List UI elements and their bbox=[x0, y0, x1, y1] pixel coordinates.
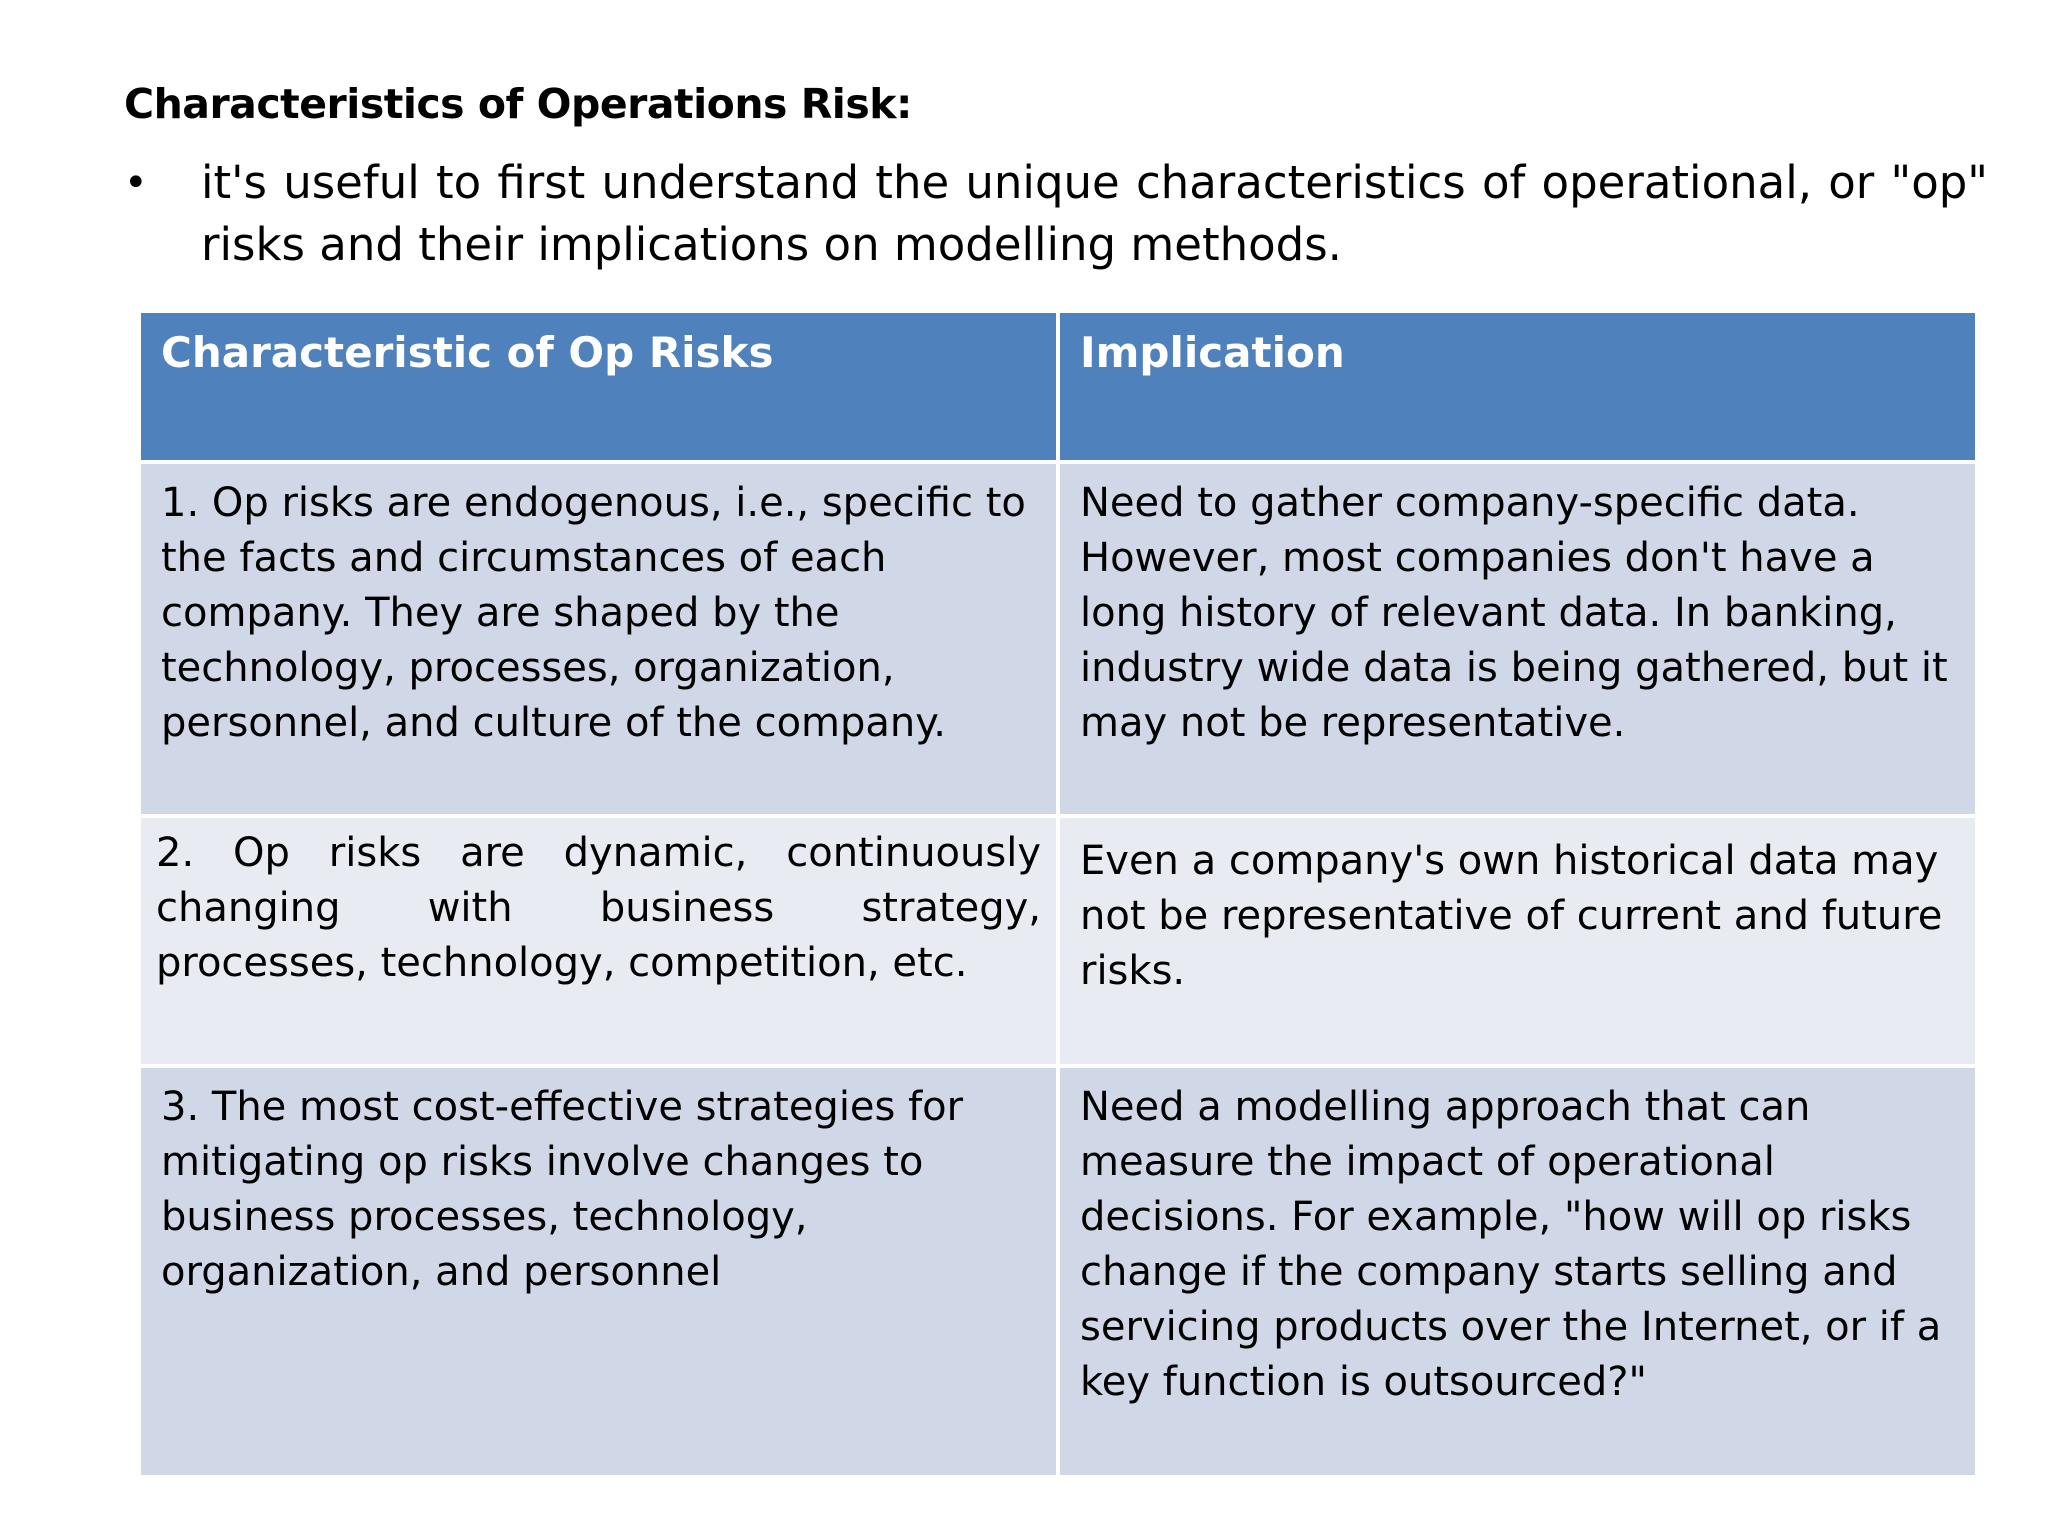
slide-heading: Characteristics of Operations Risk: bbox=[124, 80, 912, 128]
intro-bullet bbox=[124, 152, 1988, 276]
op-risk-table bbox=[137, 309, 1979, 1479]
characteristic-cell: 1. Op risks are endogenous, i.e., specific to the facts and circumstances of each company. They are shaped by the technology, processes, organization, personnel, and culture of the company. bbox=[139, 462, 1058, 816]
characteristic-cell: 2. Op risks are dynamic, continuously changing with business strategy, processes, technology, competition, etc. bbox=[139, 816, 1058, 1066]
implication-cell: Need a modelling approach that can measure the impact of operational decisions. For example, "how will op risks change if the company starts selling and servicing products over the Internet, or if a key function is outsourced?" bbox=[1058, 1066, 1977, 1477]
bullet-marker: • bbox=[124, 160, 148, 206]
header-characteristic: Characteristic of Op Risks bbox=[139, 311, 1058, 462]
characteristic-cell: 3. The most cost-effective strategies for mitigating op risks involve changes to business processes, technology, organization, and personnel bbox=[139, 1066, 1058, 1477]
implication-cell: Even a company's own historical data may not be representative of current and future risks. bbox=[1058, 816, 1977, 1066]
table-header-row bbox=[139, 311, 1977, 462]
implication-cell: Need to gather company-specific data. However, most companies don't have a long history of relevant data. In banking, industry wide data is being gathered, but it may not be representative. bbox=[1058, 462, 1977, 816]
table-row bbox=[139, 816, 1977, 1066]
table-row bbox=[139, 1066, 1977, 1477]
table-row bbox=[139, 462, 1977, 816]
header-implication: Implication bbox=[1058, 311, 1977, 462]
bullet-text: it's useful to first understand the unique characteristics of operational, or "op" risks and their implications on modelling methods. bbox=[201, 156, 1988, 271]
